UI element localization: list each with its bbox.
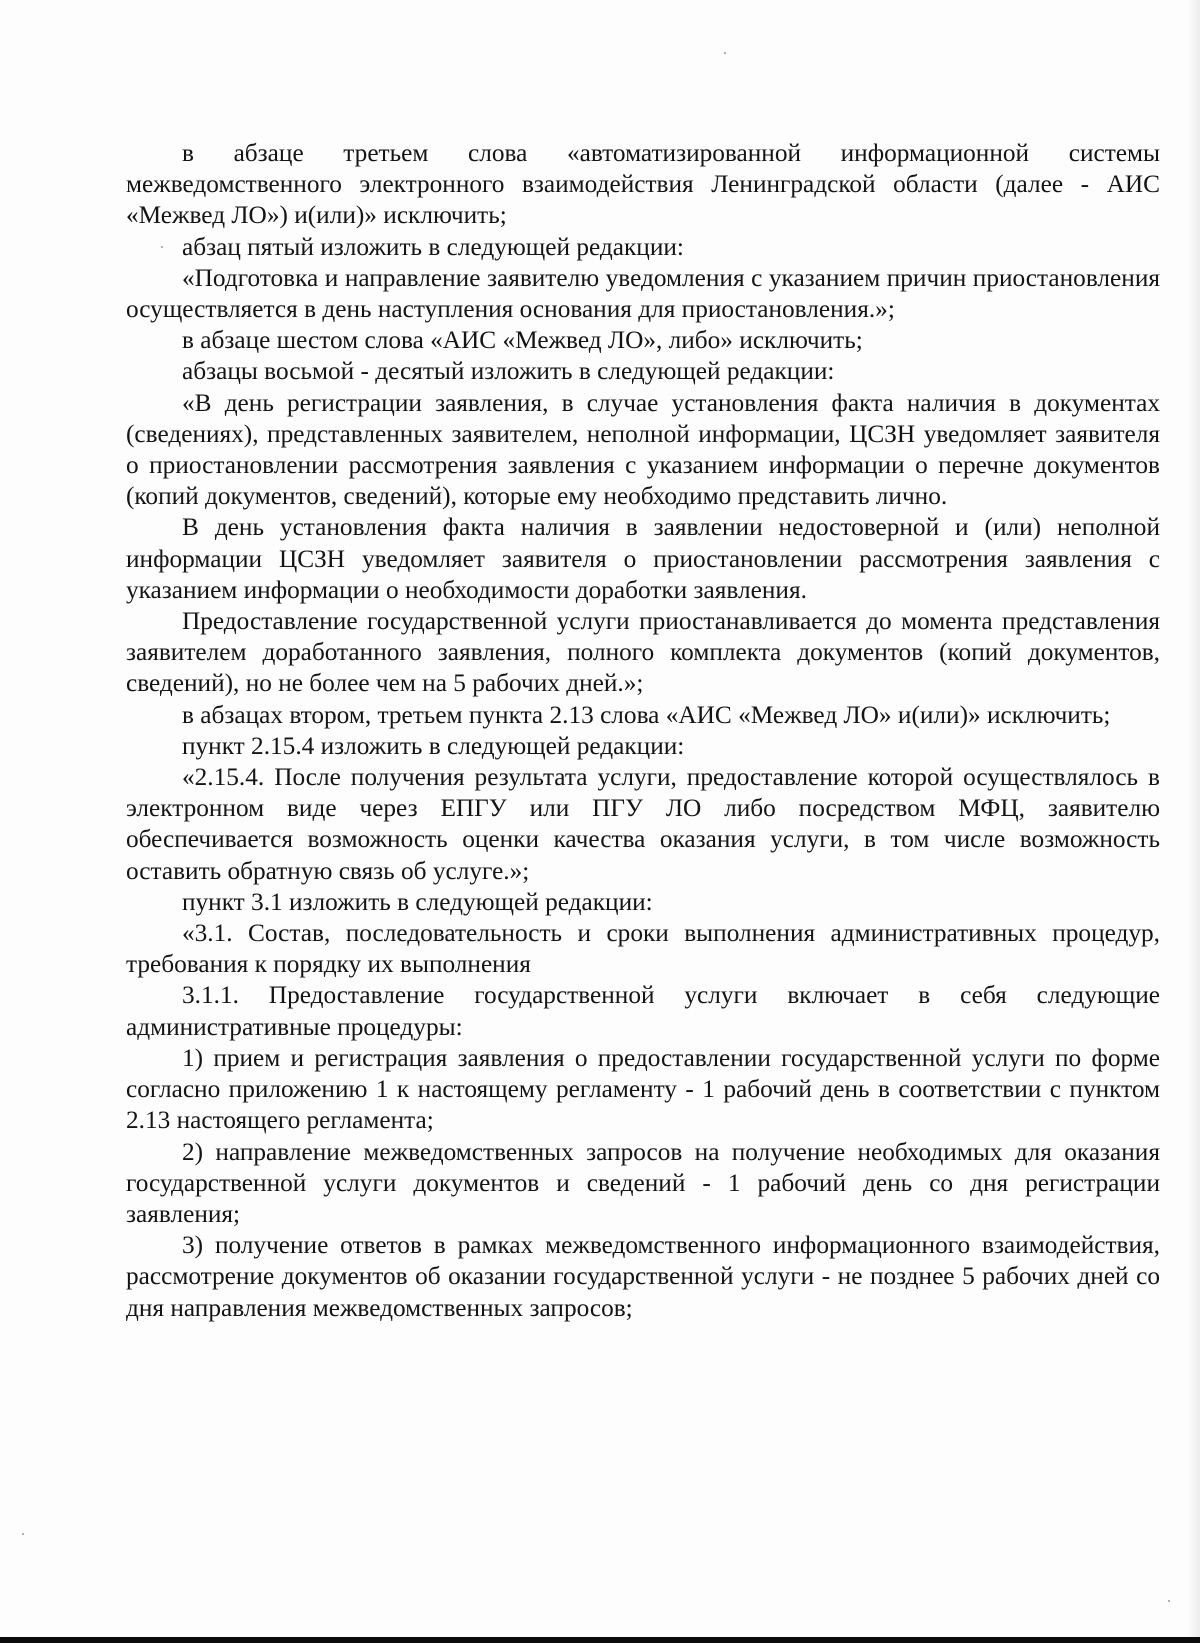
scan-edge-shadow	[1186, 0, 1200, 1643]
paragraph: 2) направление межведомственных запросов на получение необходимых для оказания государственной услуги документов и сведений - 1 рабочий день со дня регистрации заявления;	[126, 1137, 1160, 1228]
document-body	[126, 138, 1160, 1324]
paragraph: 1) прием и регистрация заявления о предоставлении государственной услуги по форме согласно приложению 1 к настоящему регламенту - 1 рабочий день в соответствии с пунктом 2.13 настоящего регламента;	[126, 1043, 1160, 1135]
scan-bottom-border	[0, 1637, 1200, 1643]
paragraph: 3) получение ответов в рамках межведомственного информационного взаимодействия, рассмотрение документов об оказании государственной услуги - не позднее 5 рабочих дней со дня направления межведомственных запросов;	[126, 1231, 1160, 1322]
scan-speck	[22, 1533, 24, 1535]
scan-speck	[724, 52, 726, 54]
paragraph: «В день регистрации заявления, в случае установления факта наличия в документах (сведениях), представленных заявителем, неполной информации, ЦСЗН уведомляет заявителя о приостановлении рассмотрения заявления с указанием информации о перечне документов (копий документов, сведений), которые ему необходимо представить лично.	[126, 388, 1160, 511]
paragraph: «2.15.4. После получения результата услуги, предоставление которой осуществлялось в электронном виде через ЕПГУ или ПГУ ЛО либо посредством МФЦ, заявителю обеспечивается возможность оценки качества оказания услуги, в том числе возможность оставить обратную связь об услуге.»;	[126, 763, 1160, 885]
paragraph: пункт 2.15.4 изложить в следующей редакции:	[182, 731, 685, 760]
paragraph: абзацы восьмой - десятый изложить в следующей редакции:	[182, 357, 835, 386]
paragraph: в абзацах втором, третьем пункта 2.13 слова «АИС «Межвед ЛО» и(или)» исключить;	[182, 700, 1111, 729]
paragraph: В день установления факта наличия в заявлении недостоверной и (или) неполной информации ЦСЗН уведомляет заявителя о приостановлении рассмотрения заявления с указанием информации о необходимости доработки заявления.	[126, 513, 1160, 604]
paragraph: «3.1. Состав, последовательность и сроки выполнения административных процедур, требования к порядку их выполнения	[126, 919, 1160, 979]
paragraph: пункт 3.1 изложить в следующей редакции:	[182, 887, 653, 916]
paragraph: абзац пятый изложить в следующей редакции:	[182, 232, 684, 261]
paragraph: 3.1.1. Предоставление государственной услуги включает в себя следующие административные процедуры:	[126, 981, 1160, 1041]
paragraph: Предоставление государственной услуги приостанавливается до момента представления заявителем доработанного заявления, полного комплекта документов (копий документов, сведений), но не более чем на 5 рабочих дней.»;	[126, 607, 1160, 698]
paragraph: в абзаце шестом слова «АИС «Межвед ЛО», либо» исключить;	[182, 326, 863, 355]
paragraph: «Подготовка и направление заявителю уведомления с указанием причин приостановления осуществляется в день наступления основания для приостановления.»;	[126, 263, 1160, 324]
paragraph: в абзаце третьем слова «автоматизированной информационной системы межведомственного электронного взаимодействия Ленинградской области (далее - АИС «Межвед ЛО») и(или)» исключить;	[126, 139, 1160, 230]
scan-speck	[161, 246, 163, 248]
scan-speck	[1168, 1600, 1170, 1602]
